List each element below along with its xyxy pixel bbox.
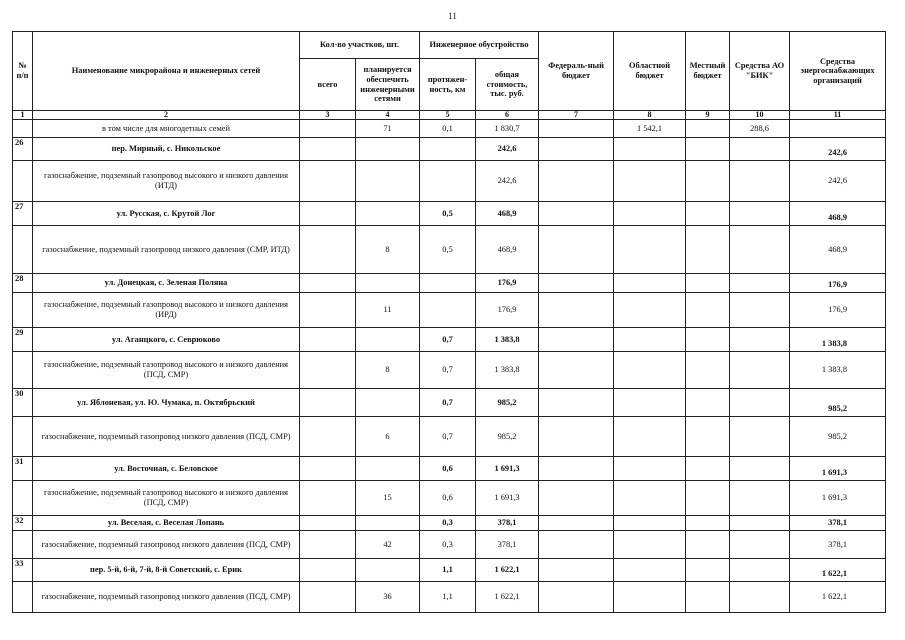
local-budget: [686, 389, 730, 417]
column-number: 7: [539, 111, 614, 120]
bik-funds: [730, 582, 790, 613]
federal-budget: [539, 559, 614, 582]
table-row-network: [13, 582, 886, 613]
row-name: газоснабжение, подземный газопровод низкого давления (ПСД, СМР): [33, 582, 300, 613]
network-length: 0,7: [420, 352, 476, 389]
table-row-network: [13, 161, 886, 202]
header-plots-group: Кол-во участков, шт.: [300, 32, 420, 59]
column-number: 10: [730, 111, 790, 120]
plots-planned: [356, 457, 420, 481]
regional-budget: [614, 202, 686, 226]
row-name: газоснабжение, подземный газопровод низкого давления (СМР, ИТД): [33, 226, 300, 274]
network-length: 0,1: [420, 120, 476, 138]
local-budget: [686, 274, 730, 293]
plots-planned: [356, 202, 420, 226]
table-row-district: [13, 202, 886, 226]
row-number: 27: [13, 202, 33, 226]
local-budget: [686, 293, 730, 328]
total-cost: 378,1: [476, 516, 539, 531]
energy-funds: 378,1: [790, 531, 886, 559]
regional-budget: [614, 352, 686, 389]
table-row-network: [13, 352, 886, 389]
plots-planned: 36: [356, 582, 420, 613]
total-cost: 1 691,3: [476, 457, 539, 481]
regional-budget: [614, 481, 686, 516]
row-number: [13, 582, 33, 613]
table-row-district: [13, 389, 886, 417]
column-number: 2: [33, 111, 300, 120]
bik-funds: [730, 274, 790, 293]
total-cost: 176,9: [476, 293, 539, 328]
energy-funds: 378,1: [790, 516, 886, 531]
energy-funds: 1 691,3: [790, 481, 886, 516]
bik-funds: [730, 328, 790, 352]
bik-funds: [730, 226, 790, 274]
regional-budget: [614, 417, 686, 457]
federal-budget: [539, 481, 614, 516]
plots-total: [300, 352, 356, 389]
energy-funds: 1 691,3: [790, 457, 886, 481]
network-length: 0,3: [420, 516, 476, 531]
plots-total: [300, 389, 356, 417]
plots-total: [300, 202, 356, 226]
row-number: 30: [13, 389, 33, 417]
plots-total: [300, 516, 356, 531]
local-budget: [686, 202, 730, 226]
local-budget: [686, 582, 730, 613]
plots-total: [300, 481, 356, 516]
table-row-network: [13, 531, 886, 559]
federal-budget: [539, 457, 614, 481]
row-name: пер. 5-й, 6-й, 7-й, 8-й Советский, с. Ерик: [33, 559, 300, 582]
column-number: 5: [420, 111, 476, 120]
federal-budget: [539, 226, 614, 274]
federal-budget: [539, 516, 614, 531]
network-length: [420, 274, 476, 293]
row-number: 28: [13, 274, 33, 293]
energy-funds: 1 622,1: [790, 559, 886, 582]
bik-funds: [730, 516, 790, 531]
network-length: [420, 293, 476, 328]
network-length: 0,7: [420, 328, 476, 352]
energy-funds: 985,2: [790, 389, 886, 417]
bik-funds: [730, 293, 790, 328]
column-number: 11: [790, 111, 886, 120]
plots-planned: 42: [356, 531, 420, 559]
header-energy-funds: Средства энергоснабжающих организаций: [790, 32, 886, 111]
regional-budget: [614, 531, 686, 559]
local-budget: [686, 457, 730, 481]
regional-budget: [614, 138, 686, 161]
row-name: пер. Мирный, с. Никольское: [33, 138, 300, 161]
regional-budget: [614, 328, 686, 352]
plots-total: [300, 531, 356, 559]
row-number: 33: [13, 559, 33, 582]
header-engineering-group: Инженерное обустройство: [420, 32, 539, 59]
network-length: 0,5: [420, 202, 476, 226]
energy-funds: 176,9: [790, 293, 886, 328]
network-length: 1,1: [420, 582, 476, 613]
bik-funds: [730, 481, 790, 516]
plots-planned: [356, 138, 420, 161]
table-row-network: [13, 226, 886, 274]
table-row-district: [13, 516, 886, 531]
federal-budget: [539, 120, 614, 138]
plots-total: [300, 226, 356, 274]
plots-total: [300, 417, 356, 457]
row-number: [13, 161, 33, 202]
network-length: 0,3: [420, 531, 476, 559]
bik-funds: [730, 161, 790, 202]
local-budget: [686, 352, 730, 389]
bik-funds: [730, 417, 790, 457]
total-cost: 468,9: [476, 202, 539, 226]
total-cost: 985,2: [476, 417, 539, 457]
column-number-row: [13, 111, 886, 120]
local-budget: [686, 516, 730, 531]
header-local-budget: Местный бюджет: [686, 32, 730, 111]
network-length: [420, 138, 476, 161]
bik-funds: [730, 202, 790, 226]
plots-planned: 15: [356, 481, 420, 516]
row-name: газоснабжение, подземный газопровод высокого и низкого давления (ПСД, СМР): [33, 352, 300, 389]
page-number: 11: [448, 11, 457, 21]
energy-funds: 468,9: [790, 202, 886, 226]
plots-planned: 6: [356, 417, 420, 457]
energy-funds: [790, 120, 886, 138]
local-budget: [686, 559, 730, 582]
plots-planned: [356, 161, 420, 202]
bik-funds: [730, 457, 790, 481]
header-federal-budget: Федераль-ный бюджет: [539, 32, 614, 111]
header-name: Наименование микрорайона и инженерных сетей: [33, 32, 300, 111]
table-row-district: [13, 559, 886, 582]
plots-planned: 8: [356, 226, 420, 274]
regional-budget: [614, 389, 686, 417]
row-number: [13, 120, 33, 138]
federal-budget: [539, 328, 614, 352]
total-cost: 1 830,7: [476, 120, 539, 138]
regional-budget: [614, 161, 686, 202]
energy-funds: 1 383,8: [790, 328, 886, 352]
plots-total: [300, 293, 356, 328]
column-number: 9: [686, 111, 730, 120]
row-number: [13, 481, 33, 516]
row-number: 26: [13, 138, 33, 161]
row-number: [13, 293, 33, 328]
header-plots-planned: планируется обеспечить инженерными сетями: [356, 59, 420, 111]
federal-budget: [539, 138, 614, 161]
local-budget: [686, 328, 730, 352]
local-budget: [686, 161, 730, 202]
row-name: газоснабжение, подземный газопровод высокого и низкого давления (ИРД): [33, 293, 300, 328]
plots-total: [300, 457, 356, 481]
federal-budget: [539, 582, 614, 613]
row-name: в том числе для многодетных семей: [33, 120, 300, 138]
bik-funds: [730, 389, 790, 417]
bik-funds: [730, 531, 790, 559]
column-number: 1: [13, 111, 33, 120]
network-length: 0,6: [420, 457, 476, 481]
header-no: № п/п: [13, 32, 33, 111]
network-length: 0,7: [420, 417, 476, 457]
table-row-district: [13, 274, 886, 293]
plots-planned: [356, 328, 420, 352]
row-name: ул. Аганцкого, с. Севрюково: [33, 328, 300, 352]
local-budget: [686, 417, 730, 457]
network-length: [420, 161, 476, 202]
table-row-network: [13, 417, 886, 457]
federal-budget: [539, 274, 614, 293]
total-cost: 985,2: [476, 389, 539, 417]
plots-planned: [356, 389, 420, 417]
table-row-district: [13, 138, 886, 161]
row-name: ул. Русская, с. Крутой Лог: [33, 202, 300, 226]
column-number: 6: [476, 111, 539, 120]
plots-planned: 11: [356, 293, 420, 328]
total-cost: 1 383,8: [476, 352, 539, 389]
plots-total: [300, 559, 356, 582]
total-cost: 468,9: [476, 226, 539, 274]
regional-budget: [614, 516, 686, 531]
plots-total: [300, 328, 356, 352]
row-number: 31: [13, 457, 33, 481]
column-number: 8: [614, 111, 686, 120]
row-number: [13, 417, 33, 457]
total-cost: 1 691,3: [476, 481, 539, 516]
row-number: [13, 531, 33, 559]
energy-funds: 1 622,1: [790, 582, 886, 613]
plots-total: [300, 274, 356, 293]
plots-planned: 71: [356, 120, 420, 138]
plots-planned: [356, 516, 420, 531]
row-name: ул. Яблоневая, ул. Ю. Чумака, п. Октябрьский: [33, 389, 300, 417]
column-number: 4: [356, 111, 420, 120]
total-cost: 378,1: [476, 531, 539, 559]
federal-budget: [539, 417, 614, 457]
total-cost: 1 622,1: [476, 559, 539, 582]
row-number: [13, 352, 33, 389]
plots-total: [300, 161, 356, 202]
header-regional-budget: Областной бюджет: [614, 32, 686, 111]
plots-total: [300, 138, 356, 161]
regional-budget: [614, 293, 686, 328]
row-name: ул. Восточная, с. Беловское: [33, 457, 300, 481]
bik-funds: 288,6: [730, 120, 790, 138]
energy-funds: 1 383,8: [790, 352, 886, 389]
table-row-district: [13, 457, 886, 481]
row-name: газоснабжение, подземный газопровод высокого и низкого давления (ИТД): [33, 161, 300, 202]
federal-budget: [539, 389, 614, 417]
federal-budget: [539, 161, 614, 202]
federal-budget: [539, 202, 614, 226]
row-number: 32: [13, 516, 33, 531]
regional-budget: [614, 226, 686, 274]
total-cost: 242,6: [476, 161, 539, 202]
federal-budget: [539, 352, 614, 389]
energy-funds: 242,6: [790, 161, 886, 202]
row-name: газоснабжение, подземный газопровод высокого и низкого давления (ПСД, СМР): [33, 481, 300, 516]
row-name: газоснабжение, подземный газопровод низкого давления (ПСД, СМР): [33, 417, 300, 457]
plots-planned: [356, 559, 420, 582]
bik-funds: [730, 352, 790, 389]
total-cost: 242,6: [476, 138, 539, 161]
bik-funds: [730, 138, 790, 161]
network-length: 0,7: [420, 389, 476, 417]
row-name: ул. Веселая, с. Веселая Лопань: [33, 516, 300, 531]
energy-funds: 468,9: [790, 226, 886, 274]
local-budget: [686, 138, 730, 161]
network-length: 0,6: [420, 481, 476, 516]
local-budget: [686, 226, 730, 274]
energy-funds: 176,9: [790, 274, 886, 293]
plots-planned: [356, 274, 420, 293]
row-name: газоснабжение, подземный газопровод низкого давления (ПСД, СМР): [33, 531, 300, 559]
header-plots-total: всего: [300, 59, 356, 111]
energy-funds: 985,2: [790, 417, 886, 457]
plots-total: [300, 582, 356, 613]
total-cost: 1 622,1: [476, 582, 539, 613]
regional-budget: [614, 559, 686, 582]
regional-budget: [614, 457, 686, 481]
row-number: 29: [13, 328, 33, 352]
column-number: 3: [300, 111, 356, 120]
federal-budget: [539, 293, 614, 328]
row-name: ул. Донецкая, с. Зеленая Поляна: [33, 274, 300, 293]
network-length: 0,5: [420, 226, 476, 274]
bik-funds: [730, 559, 790, 582]
table-row-network: [13, 481, 886, 516]
federal-budget: [539, 531, 614, 559]
regional-budget: 1 542,1: [614, 120, 686, 138]
plots-total: [300, 120, 356, 138]
financing-table: [12, 31, 886, 613]
local-budget: [686, 481, 730, 516]
header-cost: общая стоимость, тыс. руб.: [476, 59, 539, 111]
regional-budget: [614, 582, 686, 613]
network-length: 1,1: [420, 559, 476, 582]
row-number: [13, 226, 33, 274]
local-budget: [686, 120, 730, 138]
header-bik-funds: Средства АО "БИК": [730, 32, 790, 111]
plots-planned: 8: [356, 352, 420, 389]
local-budget: [686, 531, 730, 559]
header-length: протяжен-ность, км: [420, 59, 476, 111]
total-cost: 176,9: [476, 274, 539, 293]
table-row-network: [13, 120, 886, 138]
energy-funds: 242,6: [790, 138, 886, 161]
table-row-district: [13, 328, 886, 352]
table-row-network: [13, 293, 886, 328]
total-cost: 1 383,8: [476, 328, 539, 352]
regional-budget: [614, 274, 686, 293]
